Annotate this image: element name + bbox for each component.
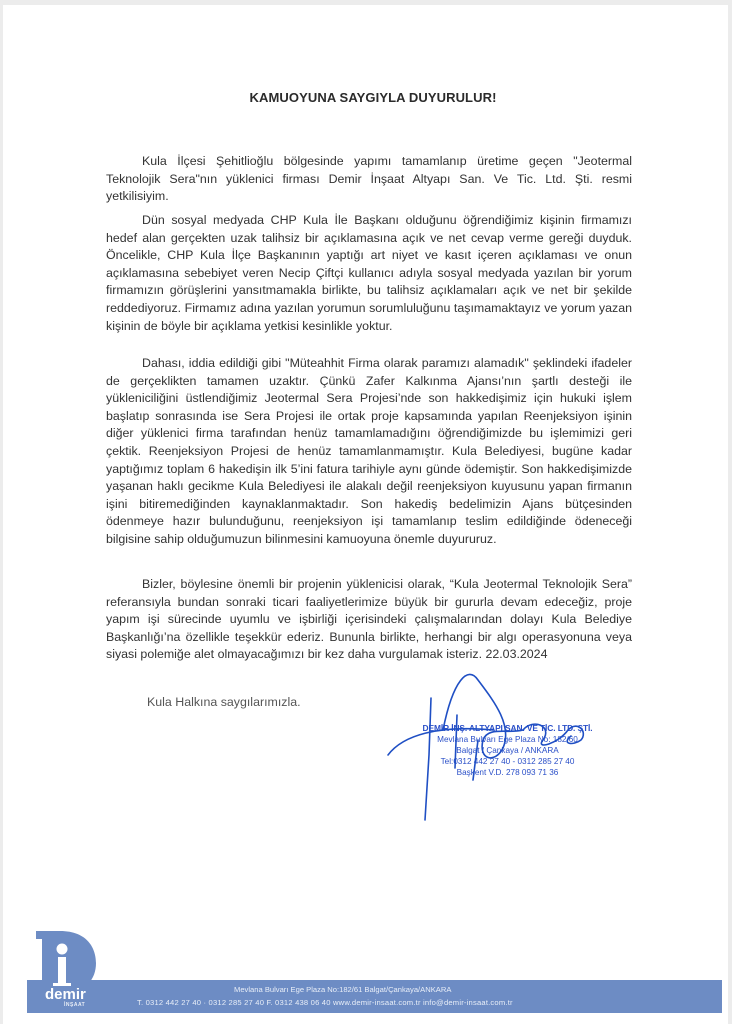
company-stamp bbox=[395, 723, 620, 778]
paragraph-thanks: Bizler, böylesine önemli bir projenin yüklenicisi olarak, “Kula Jeotermal Teknolojik Sera” referansıyla bundan sonraki ticari faaliyetlerimize büyük bir gururla devam edeceğiz, proje yapım işi sürecinde uyumlu ve işbirliği içerisindeki çalışmalarından dolayı Kula Belediye Başkanlığı’na özellikle teşekkür ederiz. Bununla birlikte, herhangi bir algı operasyonuna veya siyasi polemiğe alet olmayacağımızı bir kez daha vurgulamak isteriz. 22.03.2024 bbox=[106, 577, 632, 662]
document-title: KAMUOYUNA SAYGIYLA DUYURULUR! bbox=[249, 90, 497, 105]
stamp-company-name: DEMİR İNŞ. ALTYAPI SAN. VE TİC. LTD. ŞTİ. bbox=[422, 723, 593, 733]
footer-address: Mevlana Bulvarı Ege Plaza No:182/61 Balgat/Çankaya/ANKARA bbox=[234, 985, 452, 994]
logo-subtitle: İNŞAAT bbox=[64, 1002, 86, 1008]
stamp-district: Balgat / Çankaya / ANKARA bbox=[456, 746, 559, 755]
paragraph-response: Dün sosyal medyada CHP Kula İle Başkanı olduğunu öğrendiğimiz kişinin firmamızı hedef alan gerçekten uzak talihsiz bir açıklamasına açık ve net cevap verme gereği duyduk. Öncelikle, CHP Kula İlçe Başkanının yaptığı art niyet ve kasıt içeren açıklaması ve onun açıklamasına sebebiyet veren Necip Çiftçi kullanıcı adıyla sosyal medyada yazılan bir yorum firmamızın görüşlerini yansıtmamakla birlikte, bu talihsiz açıklamaları açık ve net bir şekilde reddediyoruz. Firmamız adına yazılan yorumun sorumluluğunu taşımamaktayız ve yorum yazan kişinin de böyle bir açıklama yetkisi kesinlikle yoktur. bbox=[106, 213, 632, 333]
paragraph-payments: Dahası, iddia edildiği gibi "Müteahhit Firma olarak paramızı alamadık" şeklindeki ifadeler de gerçeklikten tamamen uzaktır. Çünkü Zafer Kalkınma Ajansı’nın şartlı desteği ile yükleniciliğini üstlendiğimiz Jeotermal Sera Projesi’nde son hakkedişimiz için hukuki işlem başlatıp sonrasında ise Sera Projesi ile ortak proje kapsamında yapılan Reenjeksiyon işinin diğer yüklenici firma tarafından henüz tamamlamadığını öğrendiğimizde bu işlemimizi geri çektik. Reenjeksiyon Projesi de henüz tamamlanmamıştır. Kula Belediyesi, bugüne kadar yaptığımız toplam 6 hakedişin ilk 5’ini fatura tarihiyle aynı günde ödemiştir. Son hakkedişimizde yaşanan haklı gecikme Kula Belediyesi ile alakalı değil reenjeksiyon kuyusunu yapan firmanın işini bitiremediğinden kaynaklanmaktadır. Son hakediş bedelimizin Ajans bütçesinden ödenmeye hazır bulunduğunu, reenjeksiyon işi tamamlanıp teslim edildiğinde ödeneceği bilgisine sahip olduğumuzun bilinmesini kamuoyuna önemle duyururuz. bbox=[106, 356, 632, 546]
footer-contact: T. 0312 442 27 40 · 0312 285 27 40 F. 0312 438 06 40 www.demir-insaat.com.tr info@demir-insaat.com.tr bbox=[137, 998, 513, 1007]
letter-page bbox=[3, 5, 728, 1024]
logo-wordmark: demir bbox=[45, 986, 86, 1003]
stamp-address: Mevlana Bulvarı Ege Plaza No: 182/60 bbox=[437, 735, 578, 744]
stamp-tax-office: Başkent V.D. 278 093 71 36 bbox=[456, 768, 559, 777]
closing-line: Kula Halkına saygılarımızla. bbox=[147, 695, 301, 709]
paragraph-intro: Kula İlçesi Şehitlioğlu bölgesinde yapımı tamamlanıp üretime geçen "Jeotermal Teknolojik Sera"nın yüklenici firması Demir İnşaat Altyapı San. Ve Tic. Ltd. Şti. resmi yetkilisiyim. bbox=[106, 154, 632, 204]
stamp-phone: Tel:0312 442 27 40 - 0312 285 27 40 bbox=[440, 757, 575, 766]
